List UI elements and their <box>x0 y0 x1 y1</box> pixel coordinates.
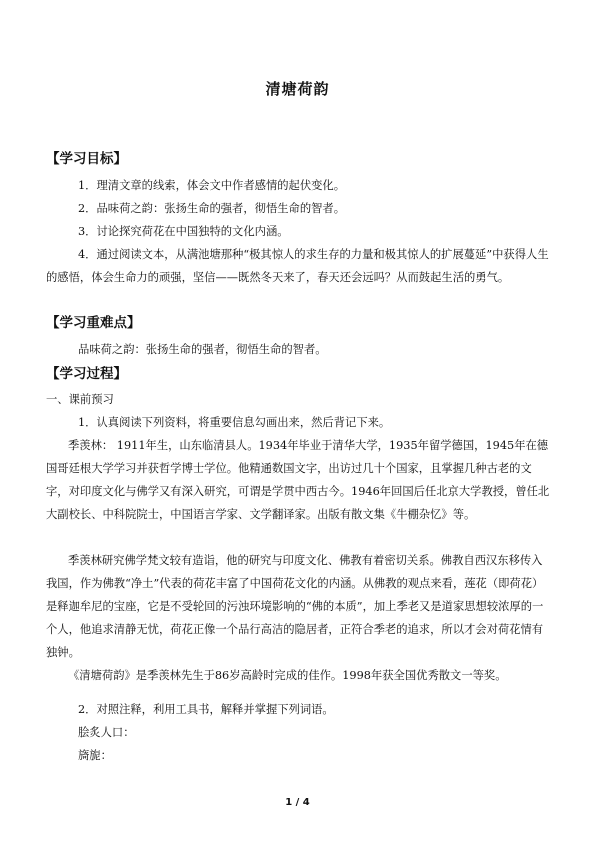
process-item-1: 1．认真阅读下列资料，将重要信息勾画出来，然后背记下来。 <box>78 416 391 429</box>
process-heading: 【学习过程】 <box>46 366 127 382</box>
page-title: 清塘荷韵 <box>265 80 330 98</box>
buddhism-paragraph: 季羡林研究佛学梵文较有造诣，他的研究与印度文化、佛教有着密切关系。佛教自西汉东移传入我国，作为佛教“净土”代表的荷花丰富了中国荷花文化的内涵。从佛教的观点来看，莲花（即荷花）是释迦牟尼的宝座，它是不受轮回的污浊环境影响的“佛的本质”，加上季老又是道家思想较浓厚的一个人，他追求清静无忧，荷花正像一个品行高洁的隐居者，正符合季老的追求，所以才会对荷花情有独钟。 <box>46 554 544 659</box>
process-item-2: 2．对照注释，利用工具书，解释并掌握下列词语。 <box>78 703 334 716</box>
vocab-word-2: 旖旎： <box>78 749 112 762</box>
vocab-word-1: 脍炙人口： <box>78 726 135 739</box>
key-points-text: 品味荷之韵：张扬生命的强者，彻悟生命的智者。 <box>78 343 327 356</box>
page-number: 1 / 4 <box>285 797 310 808</box>
goal-item-1: 1．理清文章的线索，体会文中作者感情的起伏变化。 <box>78 179 346 192</box>
goals-heading: 【学习目标】 <box>46 151 127 167</box>
process-part-1: 一、课前预习 <box>46 393 114 406</box>
goal-item-2: 2．品味荷之韵：张扬生命的强者，彻悟生命的智者。 <box>78 202 346 215</box>
bio-paragraph: 季羡林： 1911年生，山东临清县人。1934年毕业于清华大学，1935年留学德国，1945年在德国哥廷根大学学习并获哲学博士学位。他精通数国文字，出访过几十个国家，且掌握几种古老的文字，对印度文化与佛学又有深入研究，可谓是学贯中西古今。1946年回国后任北京大学教授，曾任北大副校长、中科院院士，中国语言学家、文学翻译家。出版有散文集《牛棚杂忆》等。 <box>46 439 550 521</box>
work-paragraph: 《清塘荷韵》是季羡林先生于86岁高龄时完成的佳作。1998年获全国优秀散文一等奖。 <box>68 669 507 682</box>
goal-item-3: 3．讨论探究荷花在中国独特的文化内涵。 <box>78 225 289 238</box>
key-points-heading: 【学习重难点】 <box>46 315 141 331</box>
goal-item-4: 4．通过阅读文本，从满池塘那种“极其惊人的求生存的力量和极其惊人的扩展蔓延”中获得人生的感悟，体会生命力的顽强，坚信——既然冬天来了，春天还会远吗？从而鼓起生活的勇气。 <box>46 248 549 284</box>
